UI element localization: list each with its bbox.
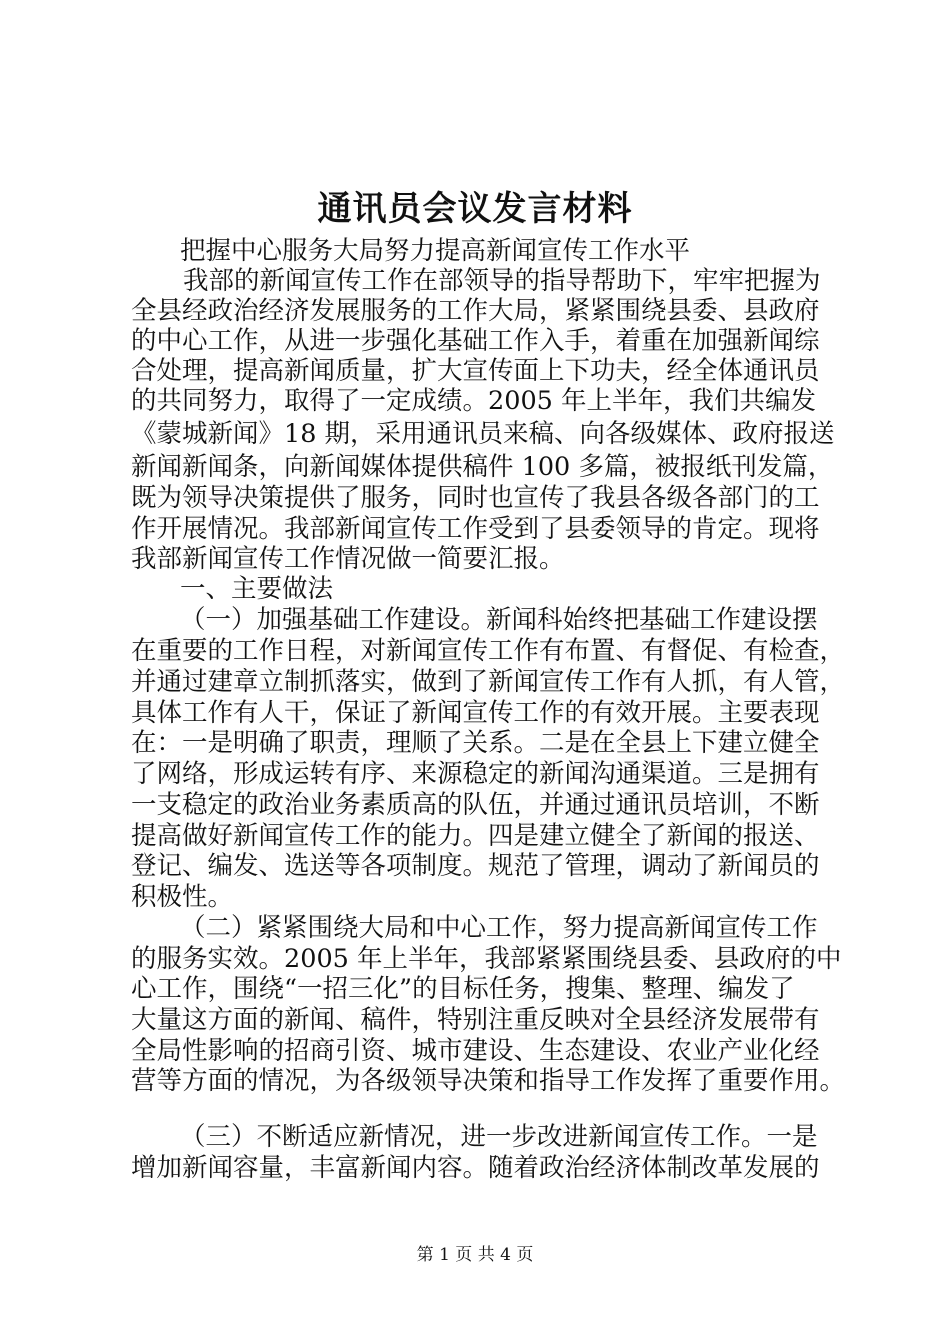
subtitle-line: 把握中心服务大局努力提高新闻宣传工作水平 [180,236,691,266]
paragraph-line: 《蒙城新闻》18 期，采用通讯员来稿、向各级媒体、政府报送 [131,419,835,449]
document-title: 通讯员会议发言材料 [317,189,633,229]
paragraph-line: 全局性影响的招商引资、城市建设、生态建设、农业产业化经 [131,1036,820,1066]
paragraph-line: 登记、编发、选送等各项制度。规范了管理，调动了新闻员的 [131,851,820,881]
paragraph-line: 既为领导决策提供了服务，同时也宣传了我县各级各部门的工 [131,483,820,513]
paragraph-line: 积极性。 [131,882,234,912]
paragraph-line: 在重要的工作日程，对新闻宣传工作有布置、有督促、有检查， [131,636,846,666]
paragraph-line: 合处理，提高新闻质量，扩大宣传面上下功夫，经全体通讯员 [131,356,820,386]
paragraph-line: （二）紧紧围绕大局和中心工作，努力提高新闻宣传工作 [180,913,818,943]
paragraph-line: 一支稳定的政治业务素质高的队伍，并通过通讯员培训，不断 [131,790,820,820]
paragraph-line: 营等方面的情况，为各级领导决策和指导工作发挥了重要作用。 [131,1066,846,1096]
paragraph-line: 的中心工作，从进一步强化基础工作入手，着重在加强新闻综 [131,326,820,356]
paragraph-line: 大量这方面的新闻、稿件，特别注重反映对全县经济发展带有 [131,1005,820,1035]
paragraph-line: 在：一是明确了职责，理顺了关系。二是在全县上下建立健全 [131,728,820,758]
paragraph-line: 的服务实效。2005 年上半年，我部紧紧围绕县委、县政府的中 [131,944,842,974]
paragraph-line: 具体工作有人干，保证了新闻宣传工作的有效开展。主要表现 [131,698,820,728]
page-footer: 第 1 页 共 4 页 [416,1245,534,1265]
paragraph-line: 增加新闻容量，丰富新闻内容。随着政治经济体制改革发展的 [131,1153,820,1183]
paragraph-line: 新闻新闻条，向新闻媒体提供稿件 100 多篇，被报纸刊发篇， [131,452,834,482]
paragraph-line: 提高做好新闻宣传工作的能力。四是建立健全了新闻的报送、 [131,821,820,851]
paragraph-line: 的共同努力，取得了一定成绩。2005 年上半年，我们共编发 [131,386,817,416]
paragraph-line: 并通过建章立制抓落实，做到了新闻宣传工作有人抓，有人管， [131,667,846,697]
paragraph-line: 了网络，形成运转有序、来源稳定的新闻沟通渠道。三是拥有 [131,759,820,789]
section-heading: 一、主要做法 [180,574,334,604]
paragraph-line: 我部的新闻宣传工作在部领导的指导帮助下，牢牢把握为 [183,266,821,296]
paragraph-line: （一）加强基础工作建设。新闻科始终把基础工作建设摆 [180,605,818,635]
paragraph-line: （三）不断适应新情况，进一步改进新闻宣传工作。一是 [180,1122,818,1152]
paragraph-line: 心工作，围绕“一招三化”的目标任务，搜集、整理、编发了 [131,974,795,1004]
paragraph-line: 全县经政治经济发展服务的工作大局，紧紧围绕县委、县政府 [131,296,820,326]
paragraph-line: 我部新闻宣传工作情况做一简要汇报。 [131,544,565,574]
paragraph-line: 作开展情况。我部新闻宣传工作受到了县委领导的肯定。现将 [131,514,820,544]
